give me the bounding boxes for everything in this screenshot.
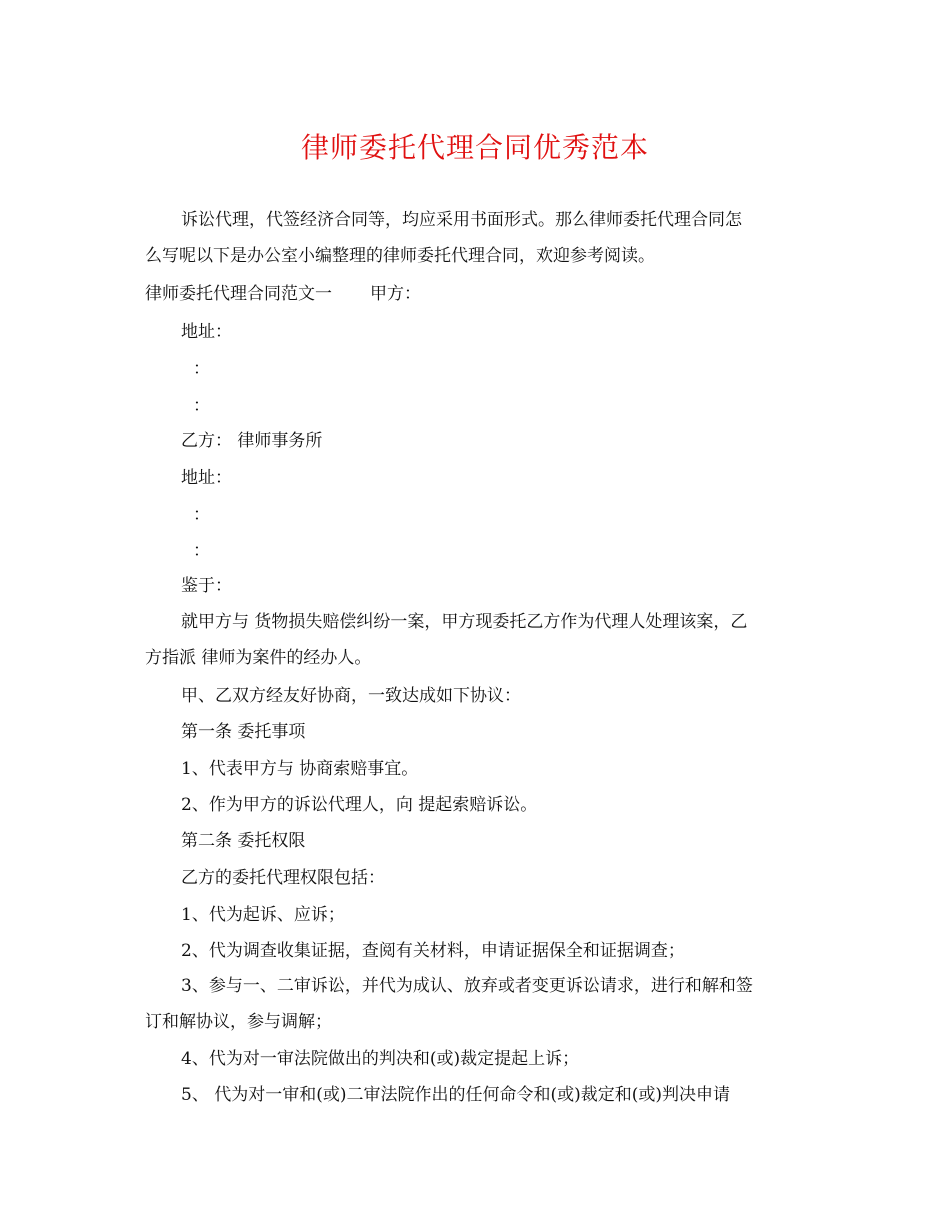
article-2-title: 第二条 委托权限: [181, 831, 306, 851]
article-2-item-3-line-1: 3、参与一、二审诉讼，并代为成认、放弃或者变更诉讼请求，进行和解和签: [181, 976, 753, 996]
party-b-field-1: ：: [193, 505, 210, 525]
section-heading-row: [145, 281, 815, 307]
whereas-heading: 鉴于：: [181, 576, 232, 596]
article-1-item-1: 1、代表甲方与 协商索赔事宜。: [181, 759, 419, 779]
party-b-address: 地址：: [181, 468, 232, 488]
article-2-item-3-line-2: 订和解协议，参与调解；: [145, 1012, 332, 1032]
section-label: 律师委托代理合同范文一: [145, 284, 332, 304]
intro-paragraph-line-2: 么写呢以下是办公室小编整理的律师委托代理合同，欢迎参考阅读。: [145, 246, 655, 266]
party-a-field-1: ：: [193, 359, 210, 379]
party-b-field-2: ：: [193, 541, 210, 561]
intro-paragraph-line-1: 诉讼代理，代签经济合同等，均应采用书面形式。那么律师委托代理合同怎: [181, 210, 742, 230]
party-a-field-2: ：: [193, 396, 210, 416]
article-1-item-2: 2、作为甲方的诉讼代理人，向 提起索赔诉讼。: [181, 795, 538, 815]
party-a-label: 甲方：: [370, 284, 421, 304]
article-2-intro: 乙方的委托代理权限包括：: [181, 868, 385, 888]
article-2-item-1: 1、代为起诉、应诉；: [181, 905, 345, 925]
agreement-intro: 甲、乙双方经友好协商，一致达成如下协议：: [181, 686, 521, 706]
party-b: 乙方： 律师事务所: [181, 431, 323, 451]
whereas-line-2: 方指派 律师为案件的经办人。: [145, 648, 372, 668]
article-2-item-4: 4、代为对一审法院做出的判决和(或)裁定提起上诉；: [181, 1049, 580, 1069]
article-2-item-2: 2、代为调查收集证据，查阅有关材料，申请证据保全和证据调查；: [181, 941, 685, 961]
article-1-title: 第一条 委托事项: [181, 722, 306, 742]
document-title: 律师委托代理合同优秀范本: [300, 131, 649, 164]
party-a-address: 地址：: [181, 322, 232, 342]
whereas-line-1: 就甲方与 货物损失赔偿纠纷一案，甲方现委托乙方作为代理人处理该案，乙: [181, 612, 748, 632]
article-2-item-5: 5、 代为对一审和(或)二审法院作出的任何命令和(或)裁定和(或)判决申请: [181, 1085, 731, 1105]
